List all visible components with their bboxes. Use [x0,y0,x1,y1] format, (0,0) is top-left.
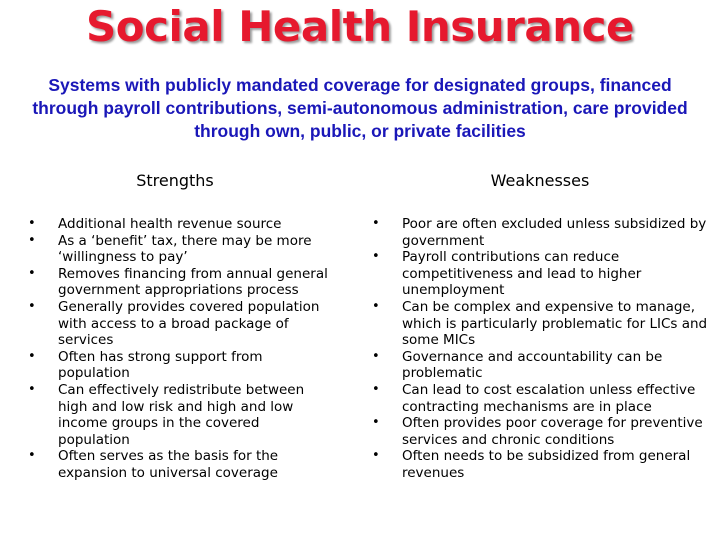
strength-item: • As a ‘benefit’ tax, there may be more ‘willingness to pay’ [28,233,328,266]
weakness-item: • Payroll contributions can reduce competitiveness and lead to higher unemployment [372,249,710,299]
weakness-item: • Often provides poor coverage for preventive services and chronic conditions [372,415,710,448]
weakness-item: • Governance and accountability can be problematic [372,349,710,382]
slide-subtitle: Systems with publicly mandated coverage for designated groups, financed through payroll contributions, semi-autonomous administration, care provided through own, public, or private facilities [32,75,688,141]
strength-item: • Often has strong support from population [28,349,328,382]
strength-item: • Removes financing from annual general government appropriations process [28,266,328,299]
weakness-item: • Poor are often excluded unless subsidized by government [372,216,710,249]
weakness-item: • Often needs to be subsidized from general revenues [372,448,710,481]
strength-item: • Additional health revenue source [28,216,328,233]
weakness-item: • Can be complex and expensive to manage, which is particularly problematic for LICs and some MICs [372,299,710,349]
strengths-heading: Strengths [136,171,214,190]
strengths-list [28,216,328,482]
weakness-item: • Can lead to cost escalation unless effective contracting mechanisms are in place [372,382,710,415]
strength-item: • Can effectively redistribute between high and low risk and high and low income groups in the covered population [28,382,328,448]
weaknesses-heading: Weaknesses [490,171,590,190]
strength-item: • Generally provides covered population with access to a broad package of services [28,299,328,349]
slide-title: Social Health Insurance [86,2,634,51]
strength-item: • Often serves as the basis for the expansion to universal coverage [28,448,328,481]
weaknesses-list [372,216,710,482]
